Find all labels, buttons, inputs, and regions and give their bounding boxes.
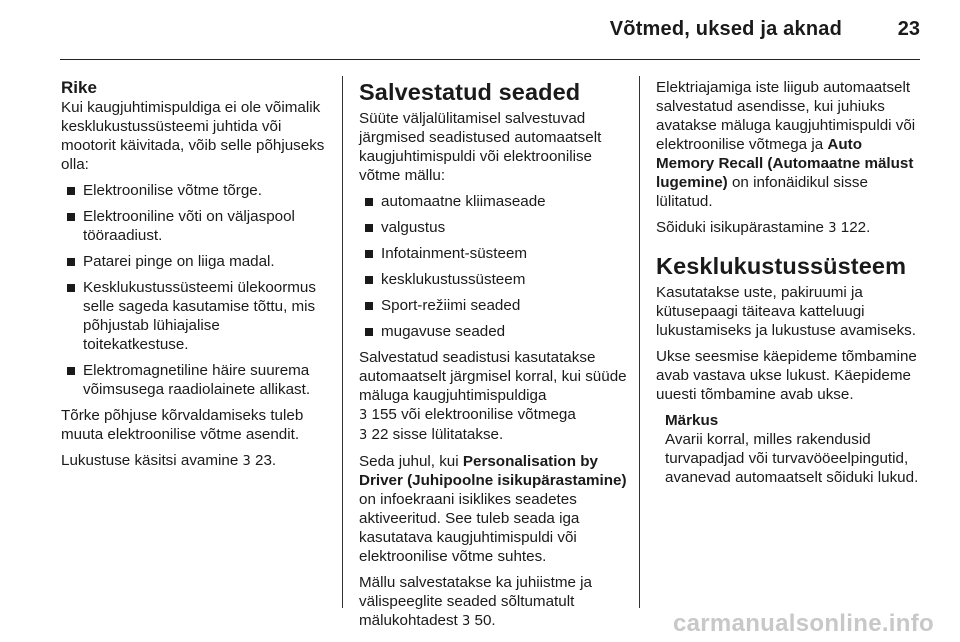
page-reference-link[interactable]: 155 või elektroonilise võtmega [371,406,576,423]
page-number: 23 [897,18,920,40]
setting-name: Auto Memory Recall (Automaatne mälust lugemine) [656,136,914,191]
page-reference-link[interactable]: 23. [255,452,277,469]
list-item: Kesklukustussüsteemi ülekoormus selle sageda kasutamise tõttu, mis põhjustab lühiajalise toitekatkestuse. [67,278,329,354]
column-divider-1 [342,76,343,608]
list-item: Elektroonilise võtme tõrge. [67,181,329,200]
paragraph: Ukse seesmise käepideme tõmbamine avab vastava ukse lukust. Käepideme uuesti tõmbamine avab ukse. [656,348,917,403]
list-item: kesklukustussüsteem [365,270,627,289]
paragraph: Tõrke põhjuse kõrvaldamiseks tuleb muuta elektroonilise võtme asendit. [61,407,304,443]
paragraph: Mällu salvestatakse ka juhiistme ja välispeeglite seaded sõltumatult mälukohtadest 3 50. [359,574,592,629]
note-title: Märkus [665,412,719,429]
paragraph: Sõiduki isikupärastamine 3 122. [656,219,871,236]
paragraph: Süüte väljalülitamisel salvestuvad järgmised seadistused automaatselt kaugjuhtimispuldi või elektroonilise võtme mällu: [359,110,602,184]
list-item: automaatne kliimaseade [365,192,627,211]
list-item: mugavuse seaded [365,322,627,341]
paragraph: Salvestatud seadistusi kasutatakse automaatselt järgmisel korral, kui süüde mäluga kaugjuhtimispuldiga 3 155 või elektroonilise võtmega 3 22 sisse lülitatakse. [359,349,627,443]
list-item: Infotainment-süsteem [365,244,627,263]
column-divider-2 [639,76,640,608]
list-item: Sport-režiimi seaded [365,296,627,315]
fault-cause-list [61,181,329,399]
list-item: Elektromagnetiline häire suurema võimsusega raadiolainete allikast. [67,361,329,399]
section-heading-salvestatud-seaded: Salvestatud seaded [359,79,581,105]
list-item: Elektrooniline võti on väljaspool tööraadiust. [67,207,329,245]
column-1 [61,78,329,478]
chapter-title: Võtmed, uksed ja aknad [609,18,842,40]
paragraph: Seda juhul, kui Personalisation by Driver (Juhipoolne isikupärastamine) on infoekraani isiklikes seadetes aktiveeritud. See tuleb seada iga kasutatava kaugjuhtimispuldi või elektroonilise võtme suhtes. [359,453,627,565]
column-3 [656,78,924,494]
page-reference-icon: 3 [462,614,471,629]
page-reference-icon: 3 [359,428,368,443]
paragraph: Lukustuse käsitsi avamine 3 23. [61,452,277,469]
header-divider [60,59,920,60]
paragraph: Elektriajamiga iste liigub automaatselt salvestatud asendisse, kui juhiuks avatakse mäluga kaugjuhtimispuldi või elektroonilise võtmega ja Auto Memory Recall (Automaatne mälust lugemine) on infonäidikul sisse lülitatud. [656,79,916,210]
note-box [665,411,924,487]
page-header [0,0,960,58]
list-item: Patarei pinge on liiga madal. [67,252,329,271]
section-heading-kesklukustussusteem: Kesklukustussüsteem [656,253,907,279]
setting-name: Personalisation by Driver (Juhipoolne isikupärastamine) [359,453,627,489]
paragraph: Kui kaugjuhtimispuldiga ei ole võimalik kesklukustussüsteemi juhtida või mootorit käivitada, võib selle põhjuseks olla: [61,99,325,173]
watermark: carmanualsonline.info [672,610,934,637]
page-reference-icon: 3 [359,408,368,423]
paragraph: Kasutatakse uste, pakiruumi ja kütusepaagi täiteava katteluugi lukustamiseks ja lukustuse avamiseks. [656,284,916,339]
saved-settings-list [359,192,627,341]
page-reference-link[interactable]: 50. [474,612,496,629]
page-reference-icon: 3 [242,454,251,469]
page-reference-icon: 3 [828,221,837,236]
list-item: valgustus [365,218,627,237]
page-reference-link[interactable]: 122. [840,219,871,236]
section-heading-rike: Rike [61,78,97,97]
column-2 [359,78,627,638]
note-text: Avarii korral, milles rakendusid turvapadjad või turvavööeelpingutid, avanevad automaatselt sõiduki lukud. [665,431,919,486]
page-reference-link[interactable]: 22 sisse lülitatakse. [371,426,504,443]
